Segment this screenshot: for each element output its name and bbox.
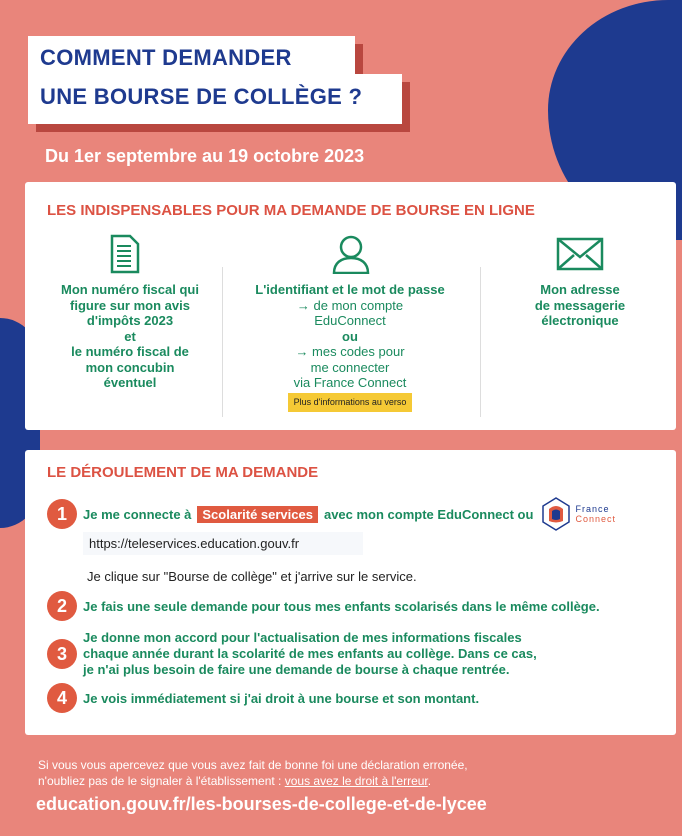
step-2: [47, 591, 666, 621]
title-line-1: COMMENT DEMANDER: [28, 36, 355, 76]
date-range: Du 1er septembre au 19 octobre 2023: [45, 146, 365, 166]
droit-erreur-link[interactable]: vous avez le droit à l'erreur: [284, 774, 428, 788]
step-text: Je fais une seule demande pour tous mes enfants scolarisés dans le même collège.: [83, 598, 600, 614]
envelope-icon: [556, 237, 604, 271]
footer-url[interactable]: education.gouv.fr/les-bourses-de-college-et-de-lycee: [36, 794, 487, 814]
indispensables-heading: LES INDISPENSABLES POUR MA DEMANDE DE BOURSE EN LIGNE: [47, 202, 535, 219]
step-number: 4: [47, 683, 77, 713]
step-1: [47, 497, 666, 531]
step-number: 2: [47, 591, 77, 621]
deroulement-card: [25, 450, 676, 735]
column-divider: [480, 267, 481, 417]
fiscal-number-text: Mon numéro fiscal qui figure sur mon avis d'impôts 2023 et le numéro fiscal de mon concubin éventuel: [61, 282, 199, 390]
teleservices-url[interactable]: https://teleservices.education.gouv.fr: [83, 532, 363, 555]
step-number: 3: [47, 639, 77, 669]
document-icon: [110, 234, 140, 274]
step-4: [47, 683, 666, 713]
footer-note: Si vous vous apercevez que vous avez fait de bonne foi une déclaration erronée, n'oubliez pas de le signaler à l'établissement : vous avez le droit à l'erreur.: [38, 758, 468, 788]
france-connect-icon: [541, 497, 571, 531]
title-line-2: UNE BOURSE DE COLLÈGE ?: [28, 74, 402, 124]
step-text: Je vois immédiatement si j'ai droit à une bourse et son montant.: [83, 690, 480, 706]
step-number: 1: [47, 499, 77, 529]
credentials-text: L'identifiant et le mot de passe → de mon compte EduConnect ou → mes codes pour me connecter via France Connect Plus d'informations au verso: [225, 282, 475, 412]
france-connect-logo[interactable]: France Connect: [541, 497, 616, 531]
step-3: [47, 630, 666, 678]
column-divider: [222, 267, 223, 417]
indispensables-card: [25, 182, 676, 430]
deroulement-heading: LE DÉROULEMENT DE MA DEMANDE: [47, 464, 319, 481]
step-text: Je donne mon accord pour l'actualisation de mes informations fiscales chaque année durant la scolarité de mes enfants au collège. Dans ce cas, je n'ai plus besoin de faire une demande de bourse à chaque rentrée.: [83, 630, 537, 677]
user-icon: [331, 234, 371, 274]
scolarite-services-link[interactable]: Scolarité services: [197, 506, 318, 523]
email-text: Mon adresse de messagerie électronique: [534, 282, 626, 328]
more-info-badge: Plus d'informations au verso: [288, 393, 413, 413]
clique-instruction: Je clique sur "Bourse de collège" et j'arrive sur le service.: [87, 569, 417, 584]
step-text: Je me connecte à: [83, 506, 192, 522]
step-text: avec mon compte EduConnect ou: [323, 506, 534, 522]
